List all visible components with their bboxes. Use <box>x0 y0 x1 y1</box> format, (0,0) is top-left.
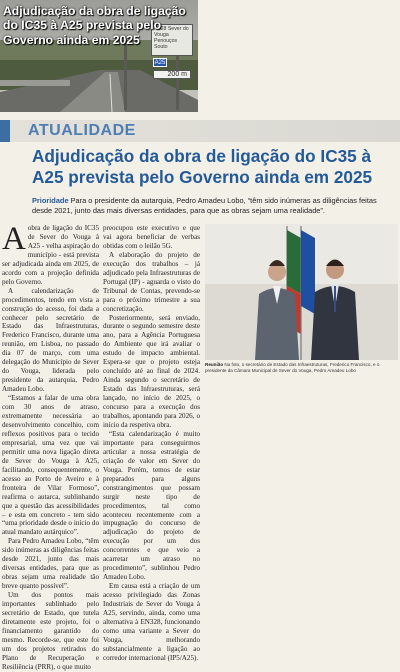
drop-cap: A <box>2 221 26 257</box>
lead-label: Prioridade <box>32 196 69 205</box>
body-paragraph: Em causa está a criação de um acesso privilegiado das Zonas Industriais de Sever do Vouga à A25, servindo, ainda, como uma alternativa à EN328, funcionando como uma variante a Sever do Vouga, melhorando substancialmente a ligação ao corredor internacional (IP5/A25). <box>103 582 200 662</box>
road-sign-text: N328 Sever do Vouga Penouços Souto <box>154 26 189 50</box>
caption-label: Reunião <box>205 362 224 367</box>
body-paragraph: “Estamos a falar de uma obra com 30 anos de atraso, extremamente necessária ao desenvolvimento concelhio, com reflexos positivos para o tecido empresarial, uma vez que vai permitir uma nova ligação direta de Sever do Vouga à A25, facilitando, consequentemente, o acesso ao Porto de Aveiro e à fronteira de Vilar Formoso”, reafirma o autarca, sublinhando que a questão das acessibilidades – e esta em concreto - tem sido “uma prioridade desde o início do atual mandato autárquico”. <box>2 394 99 537</box>
caption-text: Na foto, o secretário de Estado das Infraestruturas, Frederico Francisco, e o presidente da Câmara Municipal de Sever do Vouga, Pedro Amadeu Lobo <box>205 362 380 373</box>
road-sign-distance: 200 m <box>153 70 191 79</box>
body-paragraph: A calendarização de procedimentos, tendo em vista a construção do acesso, foi dada a conhecer pelo secretário de Estado das Infraestruturas, Frederico Francisco, durante uma reunião, em Lisboa, no passado dia 07 de março, com uma delegação do Município de Sever do Vouga, liderada pelo presidente da autarquia, Pedro Amadeu Lobo. <box>2 286 99 394</box>
lead-text: Para o presidente da autarquia, Pedro Amadeu Lobo, “têm sido inúmeras as diligências feitas desde 2021, junto das mais diversas entidades, para que as obras sejam uma realidade”. <box>32 196 377 215</box>
body-paragraph: Um dos pontos mais importantes sublinhado pelo secretário de Estado, que tutela diretamente este projeto, foi o financiamento garantido do mesmo. Recorde-se, que este foi um dos projetos retirados do Plano de Recuperação e Resiliência (PRR), o que muito <box>2 591 99 671</box>
body-paragraph: preocupou este executivo e que vai agora beneficiar de verbas obtidas com o leilão 5G. <box>103 224 200 250</box>
body-paragraph: Posteriormente, será enviado, durante o segundo semestre deste ano, para a Agência Portuguesa do Ambiente que irá avaliar o estudo de impacto ambiental. Espera-se que o projeto esteja concluído até ao final de 2024. Ainda segundo o secretário de Estado das Infraestruturas, será lançado, no início de 2025, o concurso para a execução dos trabalhos, apontando para 2026, o início da respetiva obra. <box>103 313 200 429</box>
hero-photo <box>0 0 198 112</box>
meeting-photo-illustration <box>205 224 398 360</box>
headline: Adjudicação da obra de ligação do IC35 à A25 prevista pelo Governo ainda em 2025 <box>32 146 373 187</box>
body-paragraph: “Esta calendarização é muito importante para conseguirmos articular a nossa estratégia de criação de valor em Sever do Vouga. Porém, temos de estar preparados para alguns constrangimentos que possam surgir neste tipo de procedimentos, tal como aconteceu recentemente com a impugnação do concurso de adjudicação do projeto de execução por um dos concorrentes e que veio a acarretar um atraso no procedimento”, sublinhou Pedro Amadeu Lobo. <box>103 429 200 582</box>
body-paragraph: A elaboração do projeto de execução dos trabalhos – já adjudicado pela Infraestruturas de Portugal (IP) - aguarda o visto do Tribunal de Contas, prevendo-se para o próximo trimestre a sua concretização. <box>103 250 200 313</box>
hero-title: Adjudicação da obra de ligação do IC35 à A25 prevista pelo Governo ainda em 2025 <box>3 4 186 47</box>
article-column-left <box>2 221 99 672</box>
road-sign-a25: A25 <box>154 60 166 66</box>
photo-caption <box>205 362 398 373</box>
body-paragraph: Aobra de ligação do IC35 de Sever do Vouga à A25 - velha aspiração do município - está prevista ser adjudicada ainda em 2025, de acordo com a projeção definida pelo Governo. <box>2 221 99 286</box>
meeting-photo <box>205 224 398 360</box>
article-column-middle <box>103 224 200 663</box>
section-band <box>0 120 400 142</box>
lead-paragraph <box>32 196 392 216</box>
body-paragraph: Para Pedro Amadeu Lobo, “têm sido inúmeras as diligências feitas desde 2021, junto das mais diversas entidades, para que as obras sejam uma realidade tão breve quanto possível”. <box>2 537 99 591</box>
section-label: ATUALIDADE <box>28 122 136 139</box>
